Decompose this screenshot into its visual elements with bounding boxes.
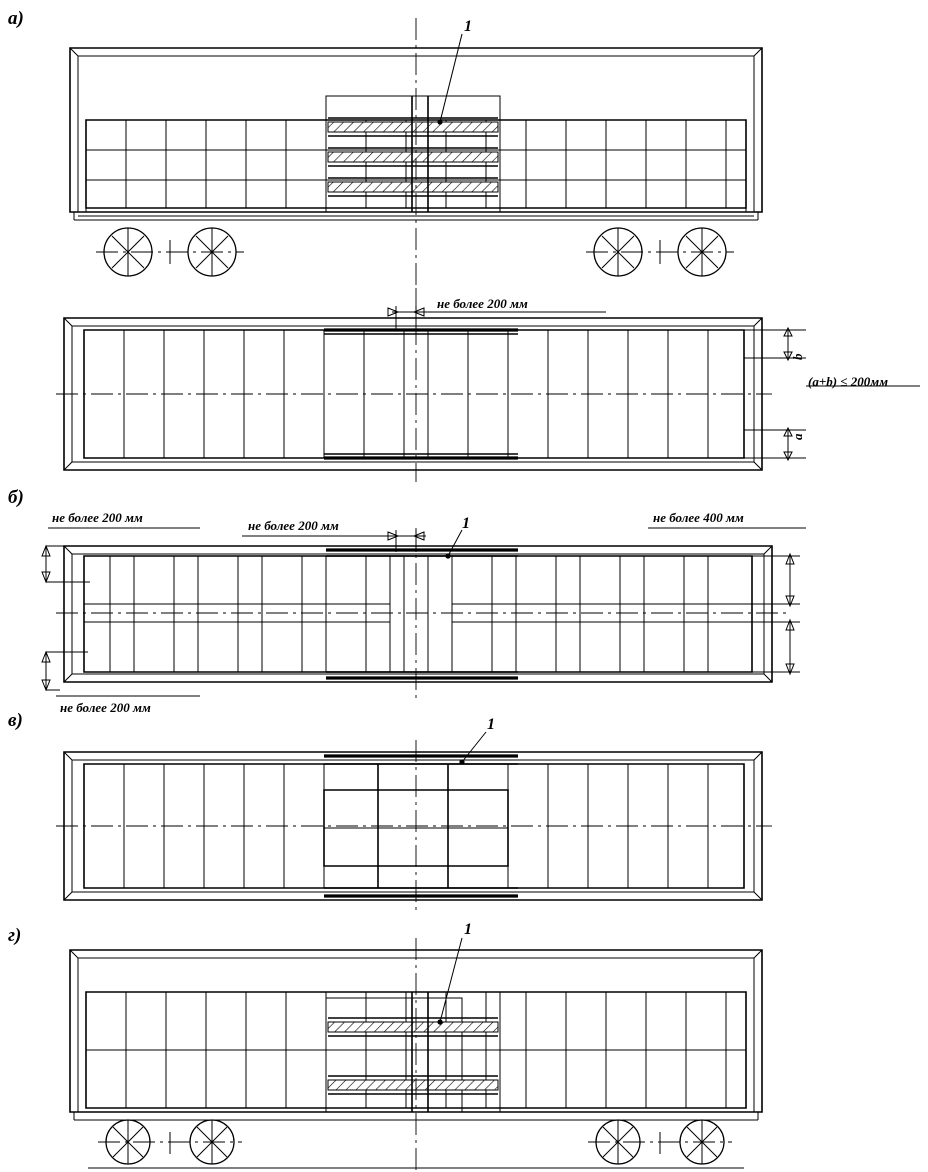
dim-label-200-b-left: не более 200 мм (52, 510, 143, 525)
bogie-left-g (98, 1120, 242, 1164)
bogie-left (96, 228, 244, 276)
bogie-right (586, 228, 734, 276)
panel-a-plan-view (56, 288, 920, 482)
panel-label-g: г) (8, 925, 22, 946)
panel-a-side-elevation (70, 18, 762, 286)
dim-label-sum-formula: (a+b) ≤ 200мм (808, 374, 889, 389)
panel-b-plan-view (42, 528, 806, 698)
item-number-callout-b: 1 (462, 515, 470, 532)
item-number-callout-v: 1 (487, 716, 495, 733)
dimension-underlines (48, 528, 806, 696)
panel-g-side-elevation (70, 938, 762, 1172)
dim-label-200-b-bottom: не более 200 мм (60, 700, 151, 715)
dim-label-200-panel-a: не более 200 мм (437, 296, 528, 311)
item-number-callout-g: 1 (464, 921, 472, 938)
panel-v-plan-view (56, 732, 772, 912)
panel-label-b: б) (8, 487, 24, 508)
item-number-callout-a: 1 (464, 18, 472, 35)
bogie-right-g (588, 1120, 732, 1164)
dim-label-a: a (790, 433, 805, 440)
dim-label-b: b (790, 353, 805, 360)
panel-label-a: а) (8, 8, 24, 29)
dim-label-400-b-right: не более 400 мм (653, 510, 744, 525)
dim-label-200-b-top: не более 200 мм (248, 518, 339, 533)
panel-label-v: в) (8, 710, 23, 731)
